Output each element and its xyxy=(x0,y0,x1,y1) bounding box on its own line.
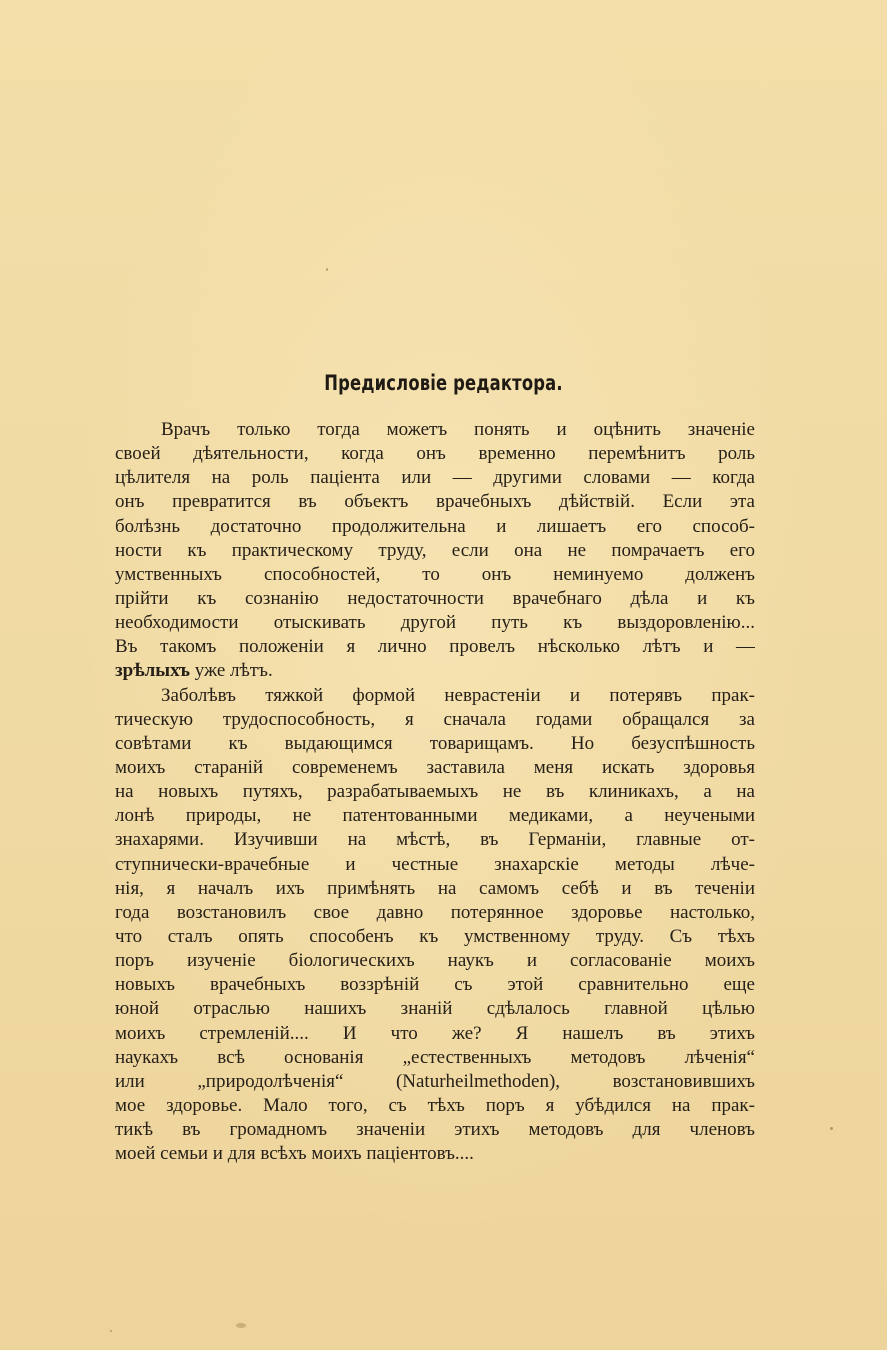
text-line: знахарями. Изучивши на мѣстѣ, въ Германіи, главные от- xyxy=(115,829,755,851)
text-line: Въ такомъ положеніи я лично провелъ нѣсколько лѣтъ и — xyxy=(115,636,755,658)
paper-speck xyxy=(830,1127,833,1130)
text-line: моихъ стремленій.... И что же? Я нашелъ въ этихъ xyxy=(115,1022,755,1044)
text-line xyxy=(115,659,755,683)
text-line: цѣлителя на роль паціента или — другими словами — когда xyxy=(115,467,755,489)
text-line: что сталъ опять способенъ къ умственному труду. Съ тѣхъ xyxy=(115,925,755,947)
text-line: ступнически-врачебные и честные знахарскіе методы лѣче- xyxy=(115,853,755,875)
text-line: умственныхъ способностей, то онъ неминуемо долженъ xyxy=(115,563,755,585)
text-line: болѣзнь достаточно продолжительна и лишаетъ его способ- xyxy=(115,515,755,537)
paper-speck xyxy=(326,268,328,271)
text-line: наукахъ всѣ основанія „естественныхъ методовъ лѣченія“ xyxy=(115,1046,755,1068)
text-line: Заболѣвъ тяжкой формой неврастеніи и потерявъ прак- xyxy=(161,684,755,706)
paper-speck xyxy=(236,1323,246,1328)
text-line: тикѣ въ громадномъ значеніи этихъ методовъ для членовъ xyxy=(115,1119,755,1141)
text-line: онъ превратится въ объектъ врачебныхъ дѣйствій. Если эта xyxy=(115,491,755,513)
text-line: тическую трудоспособность, я сначала годами обращался за xyxy=(115,708,755,730)
text-line: необходимости отыскивать другой путь къ выздоровленію... xyxy=(115,612,755,634)
text-line: ности къ практическому труду, если она не помрачаетъ его xyxy=(115,539,755,561)
text-line: года возстановилъ свое давно потерянное здоровье настолько, xyxy=(115,901,755,923)
body-text xyxy=(115,418,755,1166)
paper-speck xyxy=(110,1330,112,1332)
text-line: мое здоровье. Мало того, съ тѣхъ поръ я убѣдился на прак- xyxy=(115,1094,755,1116)
text-line: юной отраслью нашихъ знаній сдѣлалось главной цѣлью xyxy=(115,998,755,1020)
text-fragment: уже лѣтъ. xyxy=(194,660,273,682)
bold-word: зрѣлыхъ xyxy=(115,660,190,682)
text-line: новыхъ врачебныхъ воззрѣній съ этой сравнительно еще xyxy=(115,974,755,996)
text-line: своей дѣятельности, когда онъ временно перемѣнитъ роль xyxy=(115,443,755,465)
page-heading: Предисловіе редактора. xyxy=(324,371,563,395)
text-line: Врачъ только тогда можетъ понять и оцѣнить значеніе xyxy=(161,419,755,440)
text-line: совѣтами къ выдающимся товарищамъ. Но безуспѣшность xyxy=(115,732,755,754)
text-line: моей семьи и для всѣхъ моихъ паціентовъ.... xyxy=(115,1143,474,1165)
text-line: на новыхъ путяхъ, разрабатываемыхъ не въ клиникахъ, а на xyxy=(115,781,755,803)
text-line: нія, я началъ ихъ примѣнять на самомъ себѣ и въ теченіи xyxy=(115,877,755,899)
text-line: или „природолѣченія“ (Naturheilmethoden), возстановившихъ xyxy=(115,1070,755,1092)
text-line: лонѣ природы, не патентованными медиками, а неучеными xyxy=(115,805,755,827)
text-line: прійти къ сознанію недостаточности врачебнаго дѣла и къ xyxy=(115,587,755,609)
text-line: поръ изученіе біологическихъ наукъ и согласованіе моихъ xyxy=(115,950,755,972)
text-line: моихъ стараній современемъ заставила меня искать здоровья xyxy=(115,756,755,778)
